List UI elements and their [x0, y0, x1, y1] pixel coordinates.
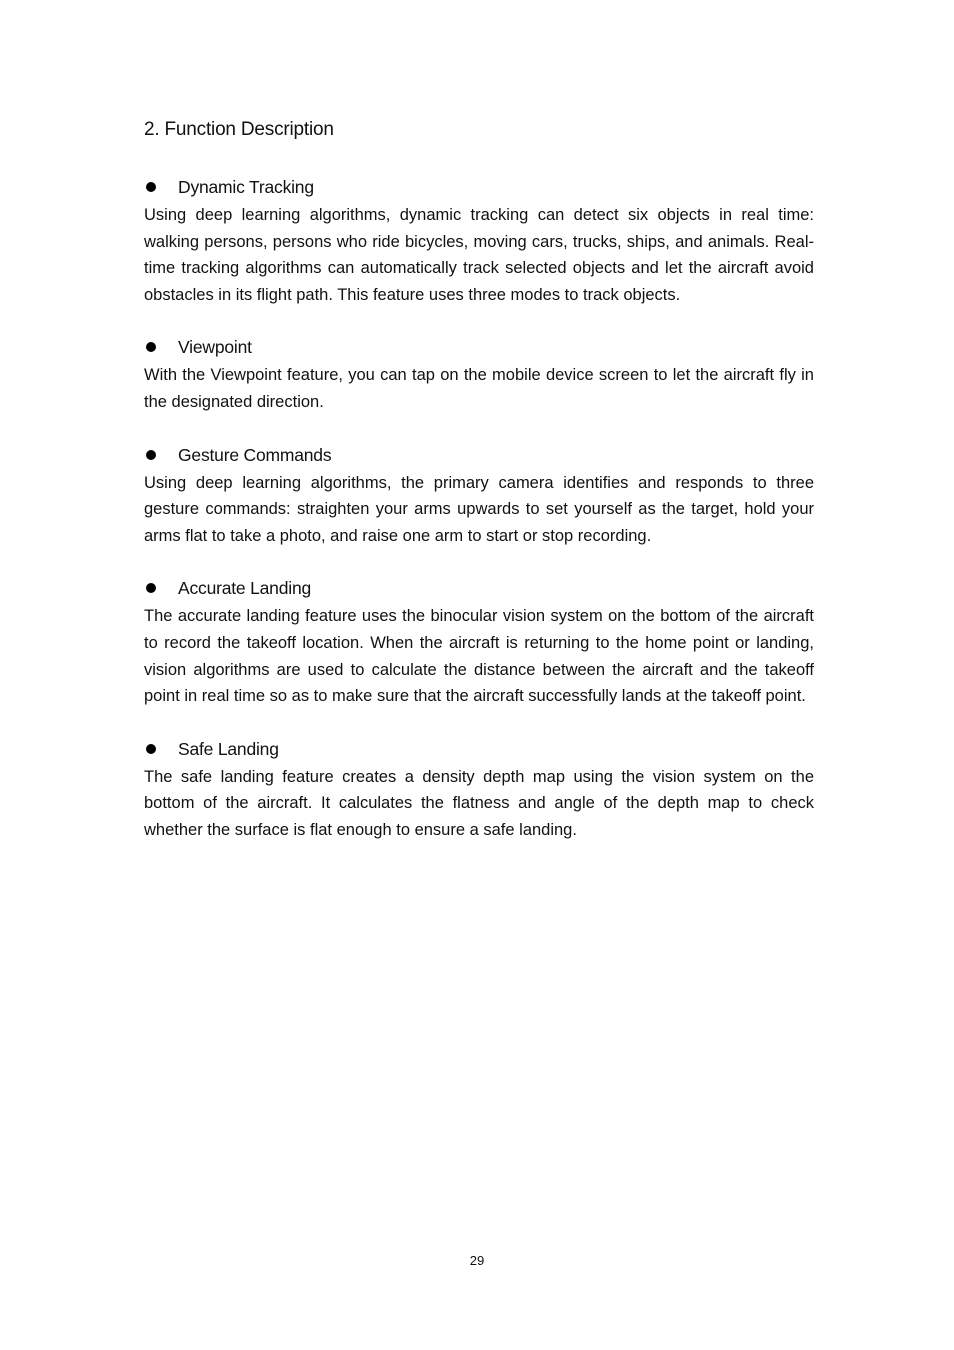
- feature-title: Gesture Commands: [178, 444, 332, 465]
- feature-heading: [144, 442, 814, 468]
- feature-description: The safe landing feature creates a density depth map using the vision system on the bottom of the aircraft. It calculates the flatness and angle of the depth map to check whether the surface is flat enough to ensure a safe landing.: [144, 767, 814, 839]
- feature-description: The accurate landing feature uses the binocular vision system on the bottom of the aircraft to record the takeoff location. When the aircraft is returning to the home point or landing, vision algorithms are used to calculate the distance between the aircraft and the takeoff point in real time so as to make sure that the aircraft successfully lands at the takeoff point.: [144, 607, 814, 706]
- feature-description: Using deep learning algorithms, the primary camera identifies and responds to three gesture commands: straighten your arms upwards to set yourself as the target, hold your arms flat to take a photo, and raise one arm to start or stop recording.: [144, 473, 814, 545]
- feature-title: Dynamic Tracking: [178, 177, 314, 197]
- feature-accurate-landing: [144, 575, 814, 709]
- feature-heading: [144, 334, 814, 360]
- feature-gesture-commands: [144, 442, 814, 550]
- bullet-icon: [146, 744, 156, 754]
- feature-description: Using deep learning algorithms, dynamic tracking can detect six objects in real time: walking persons, persons who ride bicycles, moving cars, trucks, ships, and animals. Real-time tracking algorithms can automatically track selected objects and let the aircraft avoid obstacles in its flight path. This feature uses three modes to track objects.: [144, 206, 814, 304]
- feature-heading: [144, 575, 814, 601]
- feature-title: Viewpoint: [178, 337, 252, 358]
- feature-heading: [144, 736, 814, 762]
- feature-heading: [144, 174, 814, 200]
- section-title: 2. Function Description: [144, 119, 334, 140]
- bullet-icon: [146, 182, 156, 192]
- feature-title: Safe Landing: [178, 738, 279, 759]
- feature-viewpoint: [144, 334, 814, 415]
- bullet-icon: [146, 342, 156, 352]
- page-content: [144, 117, 814, 870]
- feature-dynamic-tracking: [144, 174, 814, 308]
- bullet-icon: [146, 450, 156, 460]
- bullet-icon: [146, 583, 156, 593]
- page-number: 29: [469, 1253, 485, 1268]
- feature-description: With the Viewpoint feature, you can tap on the mobile device screen to let the aircraft fly in the designated direction.: [144, 366, 814, 411]
- feature-title: Accurate Landing: [178, 578, 312, 599]
- feature-safe-landing: [144, 736, 814, 844]
